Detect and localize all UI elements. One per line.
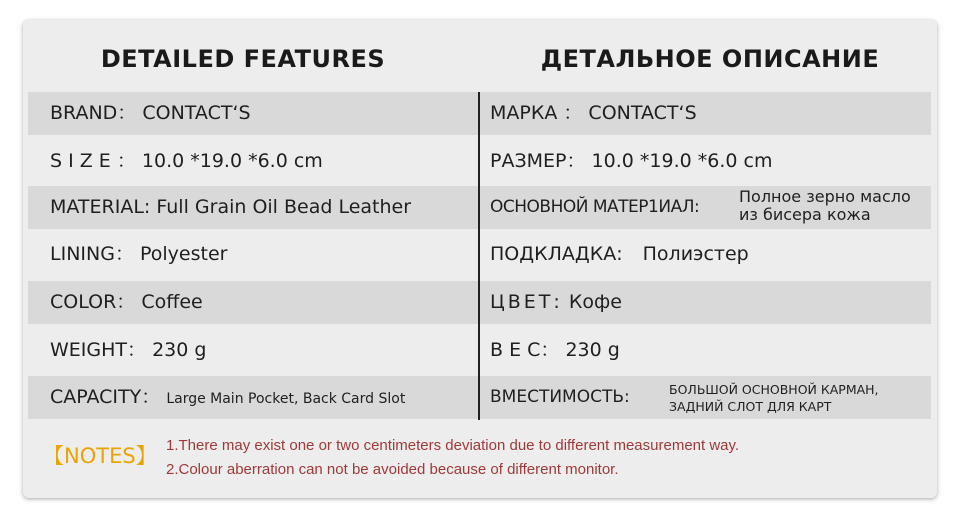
heading-russian: ДЕТАЛЬНОЕ ОПИСАНИЕ (540, 45, 880, 73)
capacity-label: CAPACITY： (50, 386, 161, 408)
heading-english: DETAILED FEATURES (100, 45, 386, 73)
lining-label: LINING： (50, 243, 134, 265)
size-value: 10.0 *19.0 *6.0 cm (141, 150, 323, 172)
material-label-ru: ОСНОВНОЙ МАТЕР1ИАЛ: (490, 197, 700, 217)
size-label-ru: РАЗМЕР： (490, 150, 586, 172)
notes-tag: 【NOTES】 (43, 444, 157, 468)
color-label: COLOR： (50, 291, 136, 313)
lining-label-ru: ПОДКЛАДКА: (490, 243, 623, 265)
weight-label-ru: В Е С： (490, 339, 560, 361)
lining-value-ru: Полиэстер (642, 243, 749, 265)
note-line-1: 1.There may exist one or two centimeters deviation due to different measurement way. (166, 437, 740, 454)
material-value: Full Grain Oil Bead Leather (156, 196, 412, 218)
features-card (23, 20, 937, 498)
material-value-ru-line2: из бисера кожа (739, 205, 871, 224)
note-line-2: 2.Colour aberration can not be avoided because of different monitor. (166, 461, 619, 478)
brand-value-ru: CONTACT‘S (588, 102, 697, 124)
capacity-value: Large Main Pocket, Back Card Slot (166, 391, 406, 407)
material-label: MATERIAL: (50, 196, 151, 218)
material-value-ru-line1: Полное зерно масло (739, 187, 911, 206)
size-value-ru: 10.0 *19.0 *6.0 cm (591, 150, 773, 172)
capacity-value-ru-line2: ЗАДНИЙ СЛОТ ДЛЯ КАРТ (669, 399, 832, 414)
color-value: Coffee (141, 291, 203, 313)
capacity-label-ru: ВМЕСТИМОСТЬ: (490, 387, 630, 407)
column-divider (478, 92, 480, 420)
weight-value-ru: 230 g (565, 339, 620, 361)
size-label: S I Z E ： (50, 150, 136, 172)
color-value-ru: Кофе (568, 291, 622, 313)
weight-label: WEIGHT： (50, 339, 147, 361)
brand-value: CONTACT‘S (142, 102, 251, 124)
brand-label-ru: МАРКА ： (490, 102, 583, 124)
capacity-value-ru-line1: БОЛЬШОЙ ОСНОВНОЙ КАРМАН, (669, 382, 879, 397)
brand-label: BRAND： (50, 102, 137, 124)
lining-value: Polyester (140, 243, 228, 265)
weight-value: 230 g (152, 339, 207, 361)
color-label-ru: ЦВЕТ: (490, 291, 563, 313)
